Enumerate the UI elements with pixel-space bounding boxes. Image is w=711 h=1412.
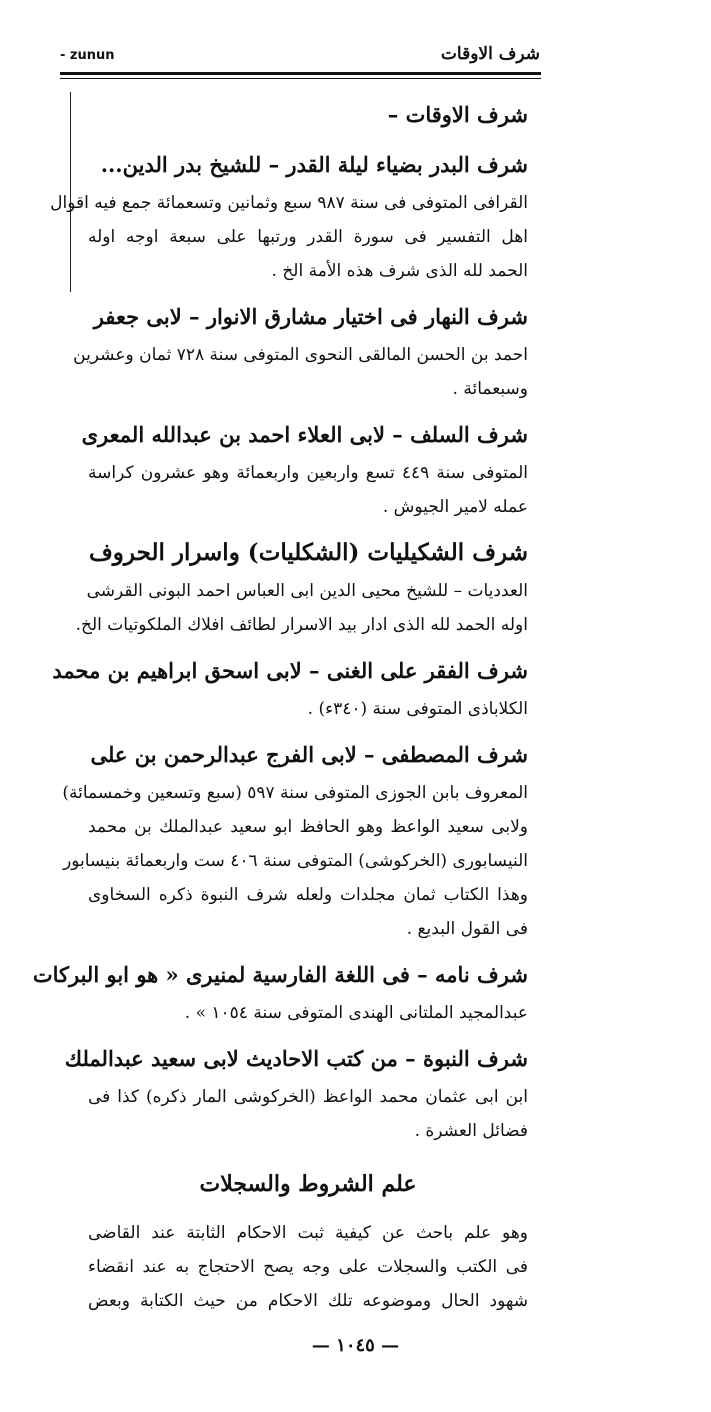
- entry-heading: شرف الفقر على الغنى – لابى اسحق ابراهيم بن محمد: [52, 658, 528, 683]
- entry-heading: شرف الشكيليات (الشكليات) واسرار الحروف: [88, 539, 528, 566]
- entry-text-line: المتوفى سنة ٤٤٩ تسع واربعين واربعمائة وهو عشرون كراسة: [88, 463, 528, 483]
- entry-heading: شرف نامه – فى اللغة الفارسية لمنيرى « هو ابو البركات: [32, 962, 528, 987]
- header-rule-thin: [60, 78, 541, 79]
- entry-heading: شرف البدر بضياء ليلة القدر – للشيخ بدر الدين...: [100, 152, 528, 177]
- entry-text-line: العدديات – للشيخ محيى الدين ابى العباس احمد البونى القرشى: [86, 581, 528, 601]
- entry-text-line: وسبعمائة .: [452, 379, 528, 399]
- entry-text-line: المعروف بابن الجوزى المتوفى سنة ٥٩٧ (سبع وتسعين وخمسمائة): [62, 783, 528, 803]
- entry-text-line: عبدالمجيد الملتانى الهندى المتوفى سنة ١٠٥٤ » .: [184, 1003, 528, 1023]
- book-entry: [32, 954, 528, 1030]
- entry-text-line: الحمد لله الذى شرف هذه الأمة الخ .: [271, 261, 528, 281]
- entry-heading: شرف النبوة – من كتب الاحاديث لابى سعيد عبدالملك: [64, 1046, 528, 1071]
- section-text-line: شهود الحال وموضوعه تلك الاحكام من حيث الكتابة وبعض: [88, 1291, 528, 1311]
- entry-heading: شرف الاوقات –: [387, 102, 528, 127]
- book-entry: [64, 1038, 528, 1148]
- entry-text-line: احمد بن الحسن المالقى النحوى المتوفى سنة ٧٢٨ ثمان وعشرين: [73, 345, 528, 365]
- book-entry: [50, 144, 528, 288]
- running-header: [60, 40, 540, 70]
- entry-text-line: الكلاباذى المتوفى سنة (٣٤٠ء) .: [307, 699, 528, 719]
- book-entry: [75, 532, 528, 642]
- section-text-line: فى الكتب والسجلات على وجه يصح الاحتجاج به عند انقضاء: [88, 1257, 528, 1277]
- book-entry: [81, 414, 528, 524]
- book-entry: [52, 650, 528, 726]
- book-entry: [88, 94, 528, 136]
- entry-text-line: النيسابورى (الخركوشى) المتوفى سنة ٤٠٦ ست واربعمائة بنيسابور: [63, 851, 528, 871]
- entry-text-line: عمله لامير الجيوش .: [382, 497, 528, 517]
- section-title: علم الشروط والسجلات: [199, 1171, 417, 1197]
- entry-text-line: وهذا الكتاب ثمان مجلدات ولعله شرف النبوة ذكره السخاوى: [88, 885, 528, 905]
- entry-text-line: القرافى المتوفى فى سنة ٩٨٧ سبع وثمانين وتسعمائة جمع فيه اقوال: [50, 193, 528, 213]
- page-body: [32, 94, 528, 1318]
- running-title: شرف الاوقات: [440, 44, 540, 64]
- book-entry: [73, 296, 528, 406]
- entry-text-line: فى القول البديع .: [406, 919, 528, 939]
- entry-heading: شرف النهار فى اختيار مشارق الانوار – لابى جعفر: [93, 304, 528, 329]
- entry-text-line: اهل التفسير فى سورة القدر ورتبها على سبعة اوجه اوله: [88, 227, 528, 247]
- book-tag: - zunun: [60, 48, 115, 63]
- entry-text-line: ولابى سعيد الواعظ وهو الحافظ ابو سعيد عبدالملك بن محمد: [88, 817, 528, 837]
- entry-text-line: ابن ابى عثمان محمد الواعظ (الخركوشى المار ذكره) كذا فى: [88, 1087, 528, 1107]
- header-rule-thick: [60, 72, 541, 75]
- entry-heading: شرف المصطفى – لابى الفرج عبدالرحمن بن على: [90, 742, 528, 767]
- section-text-line: وهو علم باحث عن كيفية ثبت الاحكام الثابتة عند القاضى: [88, 1223, 528, 1243]
- entry-heading: شرف السلف – لابى العلاء احمد بن عبدالله المعرى: [81, 422, 528, 447]
- book-entry: [62, 734, 528, 946]
- entry-text-line: اوله الحمد لله الذى ادار بيد الاسرار لطائف افلاك الملكوتيات الخ.: [75, 615, 528, 635]
- entry-text-line: فضائل العشرة .: [414, 1121, 528, 1141]
- page-number: — ١٠٤٥ —: [311, 1335, 400, 1356]
